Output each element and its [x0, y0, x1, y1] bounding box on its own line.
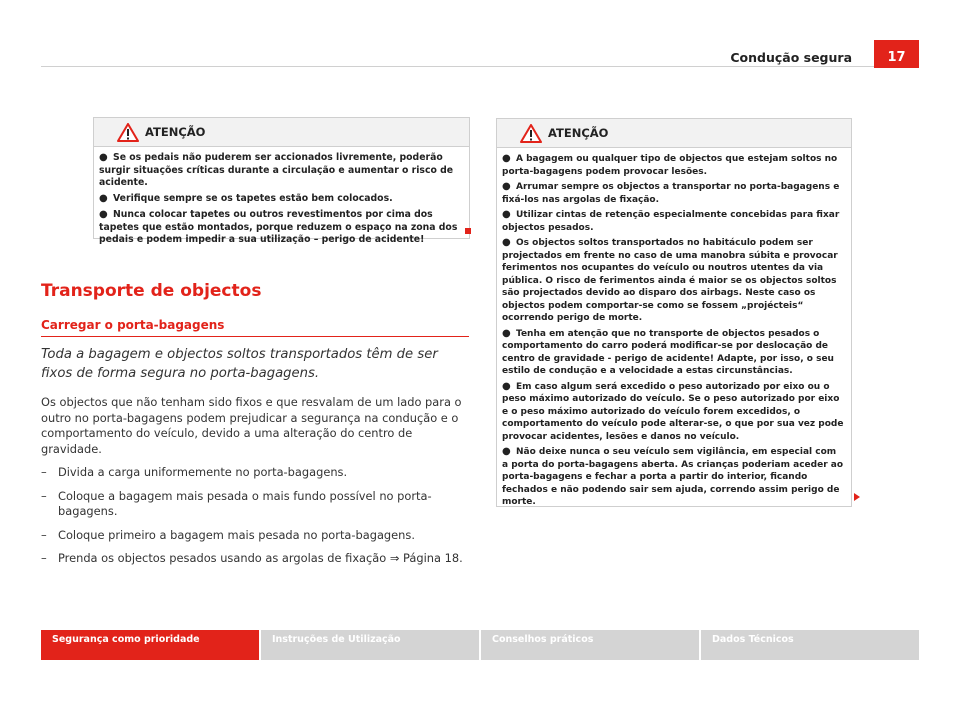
warning-triangle-icon [520, 124, 542, 143]
paragraph: Os objectos que não tenham sido fixos e que resvalam de um lado para o outro no porta-bagagens podem prejudicar a segurança na condução e o comportamento do veículo, devido a uma alteração do centro de gravidade. [41, 395, 462, 456]
footer-nav [41, 630, 919, 660]
warning-item: ● Não deixe nunca o seu veículo sem vigilância, em especial com a porta do porta-bagagens aberta. As crianças poderiam aceder ao porta-bagagens e fechar a porta a partir do interior, ficando fechados e não podendo sair sem ajuda, correndo assim perigo de morte. [502, 446, 844, 507]
warning-body [497, 148, 851, 516]
warning-item: ● Os objectos soltos transportados no habitáculo podem ser projectados em frente no caso de uma manobra súbita e provocar ferimentos nos ocupantes do veículo ou noutros utentes da via pública. O risco de ferimentos ainda é maior se os objectos soltos são projectados devido ao disparo dos airbags. Neste caso os objectos podem comportar-se como se fossem „projécteis“ ocorrendo perigo de morte. [502, 237, 838, 323]
warning-item: ● Nunca colocar tapetes ou outros revestimentos por cima dos tapetes que estão montados, porque reduzem o espaço na zona dos pedais e podem impedir a sua utilização – perigo de acidente! [99, 208, 458, 246]
tab-instrucoes[interactable]: Instruções de Utilização [261, 630, 479, 660]
warning-box-luggage [496, 118, 852, 507]
warning-item: ● A bagagem ou qualquer tipo de objectos que estejam soltos no porta-bagagens podem provocar lesões. [502, 153, 838, 177]
warning-title: ATENÇÃO [548, 126, 609, 140]
warning-item: ● Utilizar cintas de retenção especialmente concebidas para fixar objectos pesados. [502, 209, 840, 233]
warning-item: ● Tenha em atenção que no transporte de objectos pesados o comportamento do carro poderá modificar-se por deslocação de centro de gravidade - perigo de acidente! Adapte, por isso, o seu estilo de condução e a velocidade a estas circunstâncias. [502, 327, 834, 376]
warning-title: ATENÇÃO [145, 125, 206, 139]
warning-header [497, 119, 851, 148]
step-item: – Divida a carga uniformemente no porta-bagagens. [41, 465, 348, 479]
warning-header [94, 118, 469, 147]
intro-text: Toda a bagagem e objectos soltos transportados têm de ser fixos de forma segura no porta-bagagens. [41, 347, 438, 381]
subsection-heading: Carregar o porta-bagagens [41, 318, 225, 332]
header-rule [41, 66, 919, 67]
step-item: – Coloque a bagagem mais pesada o mais fundo possível no porta-bagagens. [41, 488, 432, 518]
step-item: – Prenda os objectos pesados usando as argolas de fixação ⇒ Página 18. [41, 551, 463, 565]
page-number: 17 [874, 40, 919, 68]
warning-body [94, 147, 469, 254]
warning-item: ● Em caso algum será excedido o peso autorizado por eixo ou o peso máximo autorizado do veículo. Se o peso autorizado por eixo e o peso máximo autorizado do veículo forem excedidos, o comportamento do veículo pode alterar-se, o que por sua vez pode provocar acidentes, lesões e danos no veículo. [502, 380, 844, 442]
body-text [41, 395, 471, 575]
section-title: Condução segura [730, 50, 852, 65]
section-heading: Transporte de objectos [41, 281, 262, 301]
warning-item: ● Se os pedais não puderem ser accionados livremente, poderão surgir situações críticas durante a circulação e aumentar o risco de acidente. [99, 152, 454, 189]
section-end-marker [465, 228, 471, 234]
warning-box-pedals [93, 117, 470, 246]
step-item: – Coloque primeiro a bagagem mais pesada no porta-bagagens. [41, 527, 415, 542]
tab-conselhos[interactable]: Conselhos práticos [481, 630, 699, 660]
warning-item: ● Arrumar sempre os objectos a transportar no porta-bagagens e fixá-los nas argolas de fixação. [502, 181, 840, 205]
warning-item: ● Verifique sempre se os tapetes estão bem colocados. [99, 193, 393, 205]
subheading-rule [41, 336, 469, 337]
continue-arrow-icon [854, 493, 860, 501]
tab-seguranca[interactable]: Segurança como prioridade [41, 630, 259, 660]
warning-triangle-icon [117, 123, 139, 142]
tab-dados-tecnicos[interactable]: Dados Técnicos [701, 630, 919, 660]
